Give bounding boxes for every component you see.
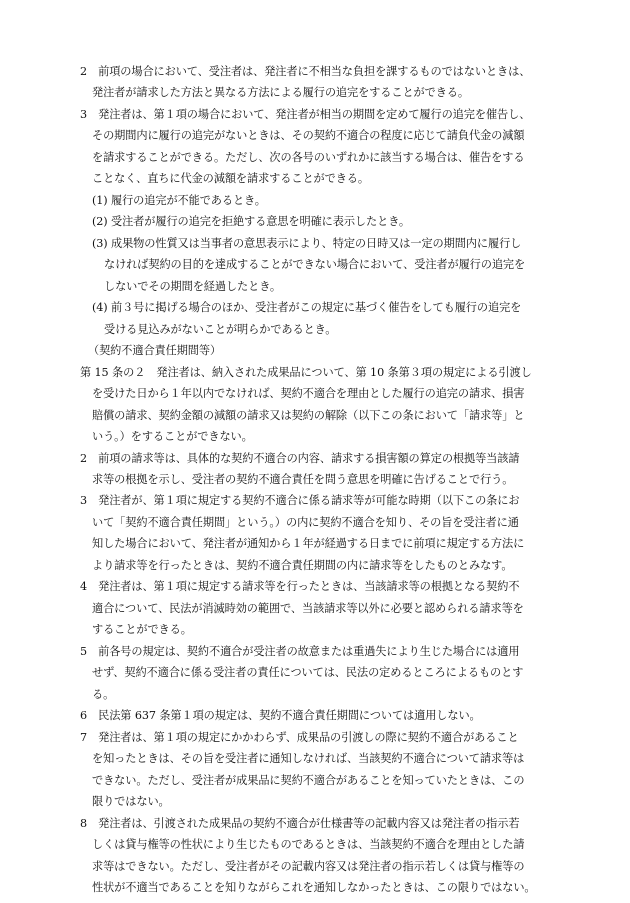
text-line: を受けた日から１年以内でなければ、契約不適合を理由とした履行の追完の請求、損害: [92, 387, 525, 401]
text-line: できない。ただし、受注者が成果品に契約不適合があることを知っていたときは、この: [92, 773, 525, 787]
text-line: ことなく、直ちに代金の減額を請求することができる。: [92, 172, 369, 186]
text-line: 3 発注者は、第１項の場合において、発注者が相当の期間を定めて履行の追完を催告し、: [80, 107, 531, 121]
text-line: 6 民法第 637 条第１項の規定は、契約不適合責任期間については適用しない。: [80, 709, 481, 723]
text-line: る。: [92, 687, 115, 701]
text-line: その期間内に履行の追完がないときは、その契約不適合の程度に応じて請負代金の減額: [92, 129, 525, 143]
text-line: 3 発注者が、第１項に規定する契約不適合に係る請求等が可能な時期（以下この条にお: [80, 494, 520, 508]
text-line: (1) 履行の追完が不能であるとき。: [92, 193, 266, 207]
text-line: しないでその期間を経過したとき。: [104, 279, 281, 293]
text-line: 適合について、民法が消滅時効の範囲で、当該請求等以外に必要と認められる請求等を: [92, 601, 524, 615]
text-line: 賠償の請求、契約金額の減額の請求又は契約の解除（以下この条において「請求等」と: [92, 408, 525, 422]
text-line: なければ契約の目的を達成することができない場合において、受注者が履行の追完を: [104, 258, 526, 272]
text-line: 8 発注者は、引渡された成果品の契約不適合が仕様書等の記載内容又は発注者の指示若: [80, 816, 520, 830]
text-line: 発注者が請求した方法と異なる方法による履行の追完をすることができる。: [92, 86, 469, 100]
text-line: 2 前項の請求等は、具体的な契約不適合の内容、請求する損害額の算定の根拠等当該請: [80, 451, 520, 465]
text-line: (4) 前３号に掲げる場合のほか、受注者がこの規定に基づく催告をしても履行の追完を: [92, 301, 522, 315]
text-line: 限りではない。: [92, 795, 170, 809]
text-line: 4 発注者は、第１項に規定する請求等を行ったときは、当該請求等の根拠となる契約不: [80, 580, 520, 594]
text-line: 5 前各号の規定は、契約不適合が受注者の故意または重過失により生じた場合には適用: [80, 644, 520, 658]
text-line: を請求することができる。ただし、次の各号のいずれかに該当する場合は、催告をする: [92, 150, 525, 164]
text-line: 求等の根拠を示し、受注者の契約不適合責任を問う意思を明確に告げることで行う。: [92, 473, 514, 486]
text-line: 2 前項の場合において、受注者は、発注者に不相当な負担を課するものではないときは、: [80, 65, 531, 78]
text-line: いう。）をすることができない。: [92, 430, 253, 444]
text-line: 7 発注者は、第１項の規定にかかわらず、成果品の引渡しの際に契約不適合があること: [80, 730, 519, 744]
text-line: しくは貸与権等の性状により生じたものであるときは、当該契約不適合を理由とした請: [92, 838, 525, 852]
text-line: いて「契約不適合責任期間」という。）の内に契約不適合を知り、その旨を受注者に通: [92, 515, 519, 529]
text-line: より請求等を行ったときは、契約不適合責任期間の内に請求等をしたものとみなす。: [92, 558, 513, 572]
article-heading-line: 第 15 条の２ 発注者は、納入された成果品について、第 10 条第３項の規定による引渡し: [80, 365, 532, 379]
text-line: することができる。: [92, 623, 192, 637]
text-line: (3) 成果物の性質又は当事者の意思表示により、特定の日時又は一定の期間内に履行し: [92, 236, 522, 250]
text-line: (2) 受注者が履行の追完を拒絶する意思を明確に表示したとき。: [92, 215, 410, 229]
text-line: 知した場合において、発注者が通知から１年が経過する日までに前項に規定する方法に: [92, 537, 525, 551]
text-line: 性状が不適当であることを知りながらこれを通知しなかったときは、この限りではない。: [92, 881, 536, 894]
section-heading: （契約不適合責任期間等）: [88, 344, 222, 358]
text-line: せず、契約不適合に係る受注者の責任については、民法の定めるところによるものとす: [92, 666, 524, 680]
text-line: を知ったときは、その旨を受注者に通知しなければ、当該契約不適合について請求等は: [92, 752, 525, 766]
text-line: 受ける見込みがないことが明らかであるとき。: [104, 322, 337, 336]
text-line: 求等はできない。ただし、受注者がその記載内容又は発注者の指示若しくは貸与権等の: [92, 859, 525, 873]
